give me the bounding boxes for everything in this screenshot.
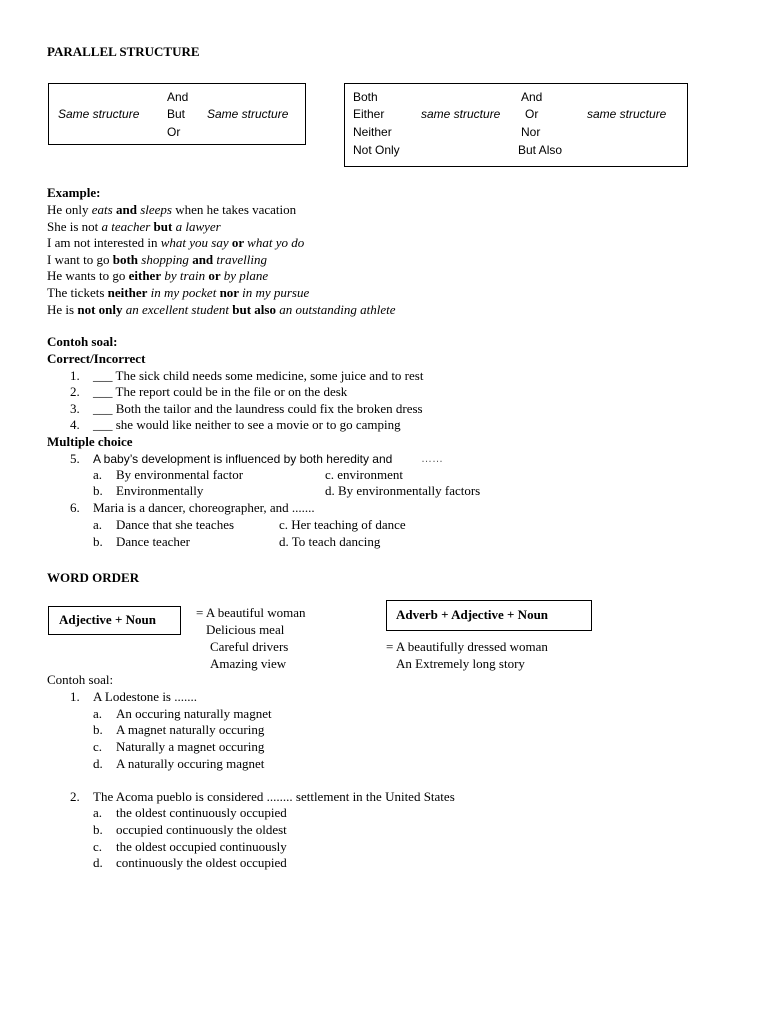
q6-option-a: Dance that she teaches [116,517,235,532]
example-parallel-phrase: what you say [160,235,229,251]
example-conjunction: and [188,251,217,267]
q5-text: A baby’s development is influenced by both heredity and [93,452,393,466]
wo-q1-d-letter: d. [93,756,103,771]
q6-num: 6. [70,500,80,515]
wo-q1-option-c: Naturally a magnet occuring [116,739,265,754]
ci-text-1: ___ The sick child needs some medicine, some juice and to rest [93,368,424,383]
example-sentence [47,302,396,318]
ci-num-3: 3. [70,401,80,416]
correlative-neither: Neither [353,125,392,139]
adj-example-1: = A beautiful woman [196,605,306,620]
example-text: The tickets [47,285,108,300]
correlative-not-only: Not Only [353,143,400,157]
example-parallel-phrase: an outstanding athlete [279,301,396,317]
adv-example-1: = A beautifully dressed woman [386,639,548,654]
section-heading-parallel: PARALLEL STRUCTURE [47,44,200,59]
example-conjunction: but also [229,301,280,317]
q5-num: 5. [70,451,80,466]
example-text: He wants to go [47,268,129,284]
ci-num-1: 1. [70,368,80,383]
example-conjunction: not only [77,301,123,317]
example-text: I am not interested in [47,235,161,251]
same-structure-right: Same structure [207,107,289,121]
wo-q1-option-a: An occuring naturally magnet [116,706,272,721]
example-conjunction: nor [216,285,243,300]
wo-q2-option-b: occupied continuously the oldest [116,822,287,837]
correlative-both: Both [353,90,378,104]
word-order-contoh-soal: Contoh soal: [47,672,114,687]
wo-q2-option-a: the oldest continuously occupied [116,805,287,820]
adverb-adjective-noun-box [386,600,592,631]
q5-dots: …… [421,453,443,465]
conj-and: And [167,90,189,104]
q5-option-a: By environmental factor [116,467,244,482]
example-parallel-phrase: an excellent student [125,301,229,317]
q6-a-letter: a. [93,517,103,532]
q6-b-letter: b. [93,534,103,549]
example-sentence [47,285,309,301]
correlative-or: Or [525,107,539,121]
q5-option-c: c. environment [325,467,403,482]
example-parallel-phrase: in my pocket [150,285,217,300]
wo-q2-num: 2. [70,789,80,804]
example-text: when he takes vacation [171,202,297,217]
adjective-noun-box [48,606,181,635]
wo-q1-b-letter: b. [93,722,103,737]
wo-q1-num: 1. [70,689,80,704]
wo-q2-a-letter: a. [93,805,103,820]
example-conjunction: and [112,202,141,217]
example-parallel-phrase: sleeps [140,202,172,217]
q5-a-letter: a. [93,467,103,482]
wo-q1-c-letter: c. [93,739,103,754]
example-sentence [47,268,268,284]
wo-q2-b-letter: b. [93,822,103,837]
example-conjunction: neither [107,285,148,300]
wo-q2-d-letter: d. [93,855,103,870]
wo-q1-text: A Lodestone is ....... [93,689,197,704]
q6-text: Maria is a dancer, choreographer, and ....... [93,500,315,515]
adjective-noun-label: Adjective + Noun [59,612,156,627]
q6-option-c: c. Her teaching of dance [279,517,406,532]
example-text: He only [47,202,92,217]
multiple-choice-heading: Multiple choice [47,434,133,449]
contoh-soal-heading: Contoh soal: [47,334,118,349]
adj-example-4: Amazing view [210,656,287,671]
example-conjunction: or [228,235,248,251]
section-heading-word-order: WORD ORDER [47,570,140,585]
wo-q2-text: The Acoma pueblo is considered ........ settlement in the United States [93,789,455,804]
ci-text-4: ___ she would like neither to see a movie or to go camping [93,417,401,432]
example-heading: Example: [47,185,101,200]
example-parallel-phrase: travelling [216,251,267,267]
wo-q1-option-d: A naturally occuring magnet [116,756,265,771]
q6-option-b: Dance teacher [116,534,190,549]
parallel-box-conjunctions [48,83,306,145]
example-conjunction: either [128,268,162,284]
same-structure-left: Same structure [58,107,140,121]
example-parallel-phrase: what yo do [247,235,305,251]
example-parallel-phrase: in my pursue [242,285,310,300]
example-parallel-phrase: a teacher [101,218,151,234]
correlative-but-also: But Also [518,143,563,157]
ci-text-2: ___ The report could be in the file or on the desk [93,384,348,399]
wo-q2-option-d: continuously the oldest occupied [116,855,287,870]
correlative-nor: Nor [521,125,541,139]
example-sentence [47,219,221,235]
example-sentence [47,202,296,218]
example-conjunction: but [150,218,176,234]
adj-example-3: Careful drivers [210,639,289,654]
example-parallel-phrase: eats [91,202,113,217]
adj-example-2: Delicious meal [206,622,285,637]
example-text: She is not [47,218,102,234]
adverb-adjective-noun-label: Adverb + Adjective + Noun [396,607,549,622]
example-conjunction: both [112,251,139,267]
q5-option-b: Environmentally [116,483,204,498]
ci-num-2: 2. [70,384,80,399]
example-parallel-phrase: by train [164,268,206,284]
wo-q2-option-c: the oldest occupied continuously [116,839,287,854]
ci-num-4: 4. [70,417,80,432]
same-structure-mid: same structure [421,107,501,121]
same-structure-far: same structure [587,107,667,121]
example-parallel-phrase: by plane [223,268,269,284]
adv-example-2: An Extremely long story [396,656,525,671]
correlative-either: Either [353,107,385,121]
example-conjunction: or [205,268,224,284]
wo-q1-a-letter: a. [93,706,103,721]
conj-or: Or [167,125,181,139]
q5-b-letter: b. [93,483,103,498]
correct-incorrect-heading: Correct/Incorrect [47,351,146,366]
parallel-box-correlative [344,83,688,167]
correlative-and: And [521,90,543,104]
example-sentence [47,252,267,268]
example-text: He is [47,301,78,317]
wo-q1-option-b: A magnet naturally occuring [116,722,265,737]
wo-q2-c-letter: c. [93,839,103,854]
example-sentence [47,235,304,251]
q6-option-d: d. To teach dancing [279,534,381,549]
example-text: I want to go [47,251,113,267]
ci-text-3: ___ Both the tailor and the laundress could fix the broken dress [93,401,423,416]
example-parallel-phrase: shopping [141,251,189,267]
q5-option-d: d. By environmentally factors [325,483,481,498]
conj-but: But [167,107,186,121]
example-parallel-phrase: a lawyer [175,218,221,234]
